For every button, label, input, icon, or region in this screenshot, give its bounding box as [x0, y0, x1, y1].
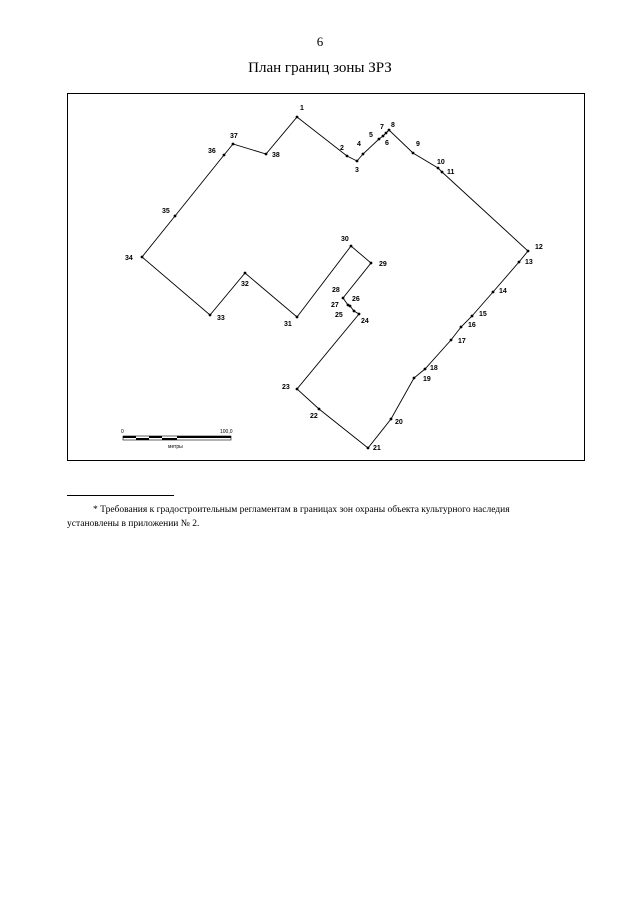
boundary-point-16 — [460, 326, 463, 329]
boundary-point-33 — [209, 314, 212, 317]
boundary-point-label-32: 32 — [241, 281, 249, 288]
boundary-point-label-24: 24 — [361, 318, 369, 325]
boundary-point-2 — [346, 155, 349, 158]
boundary-point-37 — [232, 143, 235, 146]
boundary-point-label-6: 6 — [385, 140, 389, 147]
boundary-point-label-4: 4 — [357, 141, 361, 148]
boundary-point-label-13: 13 — [525, 259, 533, 266]
boundary-point-label-34: 34 — [125, 255, 133, 262]
zone-boundary-polygon — [142, 117, 528, 448]
boundary-point-label-21: 21 — [373, 445, 381, 452]
scale-bar-seg — [177, 436, 231, 438]
page-number: 6 — [316, 34, 324, 49]
scale-bar-seg — [149, 436, 162, 438]
boundary-point-label-25: 25 — [335, 312, 343, 319]
boundary-point-label-28: 28 — [332, 287, 340, 294]
boundary-point-35 — [174, 215, 177, 218]
boundary-point-29 — [370, 262, 373, 265]
boundary-point-4 — [362, 153, 365, 156]
boundary-point-label-15: 15 — [479, 311, 487, 318]
boundary-point-labels — [125, 105, 543, 452]
boundary-point-22 — [318, 408, 321, 411]
boundary-point-19 — [413, 377, 416, 380]
scale-bar-seg — [136, 438, 149, 440]
boundary-point-label-35: 35 — [162, 208, 170, 215]
boundary-point-27 — [347, 304, 350, 307]
boundary-point-8 — [388, 129, 391, 132]
boundary-point-24 — [358, 313, 361, 316]
boundary-point-label-3: 3 — [355, 167, 359, 174]
boundary-point-label-33: 33 — [217, 315, 225, 322]
boundary-point-7 — [385, 132, 388, 135]
boundary-point-label-16: 16 — [468, 322, 476, 329]
boundary-point-9 — [412, 152, 415, 155]
boundary-point-21 — [367, 447, 370, 450]
boundary-point-label-1: 1 — [300, 105, 304, 112]
boundary-point-6 — [382, 135, 385, 138]
boundary-point-label-14: 14 — [499, 288, 507, 295]
boundary-point-label-26: 26 — [352, 296, 360, 303]
boundary-point-label-27: 27 — [331, 302, 339, 309]
boundary-points — [141, 116, 530, 450]
boundary-point-label-5: 5 — [369, 132, 373, 139]
boundary-point-13 — [518, 261, 521, 264]
boundary-point-36 — [223, 154, 226, 157]
scale-bar-seg — [162, 438, 177, 440]
boundary-point-23 — [296, 388, 299, 391]
footnote-line-1: * Требования к градостроительным регламентам в границах зон охраны объекта культурного наследия — [93, 505, 510, 515]
boundary-point-30 — [350, 245, 353, 248]
boundary-point-label-17: 17 — [458, 338, 466, 345]
boundary-point-label-12: 12 — [535, 244, 543, 251]
boundary-point-label-36: 36 — [208, 148, 216, 155]
boundary-point-15 — [471, 315, 474, 318]
scale-unit-label: метры — [168, 444, 183, 450]
boundary-point-label-23: 23 — [282, 384, 290, 391]
boundary-point-32 — [244, 272, 247, 275]
boundary-point-31 — [296, 316, 299, 319]
boundary-point-label-9: 9 — [416, 141, 420, 148]
boundary-point-label-10: 10 — [437, 159, 445, 166]
scale-start-label: 0 — [121, 429, 124, 435]
boundary-point-18 — [424, 368, 427, 371]
boundary-point-label-2: 2 — [340, 145, 344, 152]
boundary-point-label-30: 30 — [341, 236, 349, 243]
boundary-point-label-29: 29 — [379, 261, 387, 268]
scale-bar — [121, 429, 233, 450]
boundary-point-label-18: 18 — [430, 365, 438, 372]
boundary-point-38 — [265, 153, 268, 156]
boundary-point-25 — [353, 310, 356, 313]
boundary-point-label-31: 31 — [284, 321, 292, 328]
footnote-rule — [67, 495, 174, 496]
boundary-point-28 — [342, 297, 345, 300]
boundary-point-10 — [437, 167, 440, 170]
scale-bar-seg — [123, 436, 136, 438]
boundary-point-3 — [356, 160, 359, 163]
boundary-point-12 — [527, 250, 530, 253]
boundary-point-14 — [492, 291, 495, 294]
boundary-point-5 — [378, 138, 381, 141]
scale-end-label: 100,0 — [220, 429, 233, 435]
boundary-point-label-8: 8 — [391, 122, 395, 129]
boundary-point-11 — [441, 171, 444, 174]
boundary-point-label-11: 11 — [447, 169, 455, 176]
footnote — [67, 503, 585, 531]
boundary-point-label-22: 22 — [310, 413, 318, 420]
footnote-line-2: установлены в приложении № 2. — [67, 519, 200, 529]
boundary-point-label-7: 7 — [380, 124, 384, 131]
boundary-point-17 — [450, 339, 453, 342]
boundary-point-label-20: 20 — [395, 419, 403, 426]
boundary-point-1 — [296, 116, 299, 119]
boundary-point-label-19: 19 — [423, 376, 431, 383]
page-title: План границ зоны ЗРЗ — [248, 60, 392, 76]
boundary-point-label-38: 38 — [272, 152, 280, 159]
boundary-point-20 — [390, 418, 393, 421]
boundary-point-34 — [141, 256, 144, 259]
boundary-point-label-37: 37 — [230, 133, 238, 140]
